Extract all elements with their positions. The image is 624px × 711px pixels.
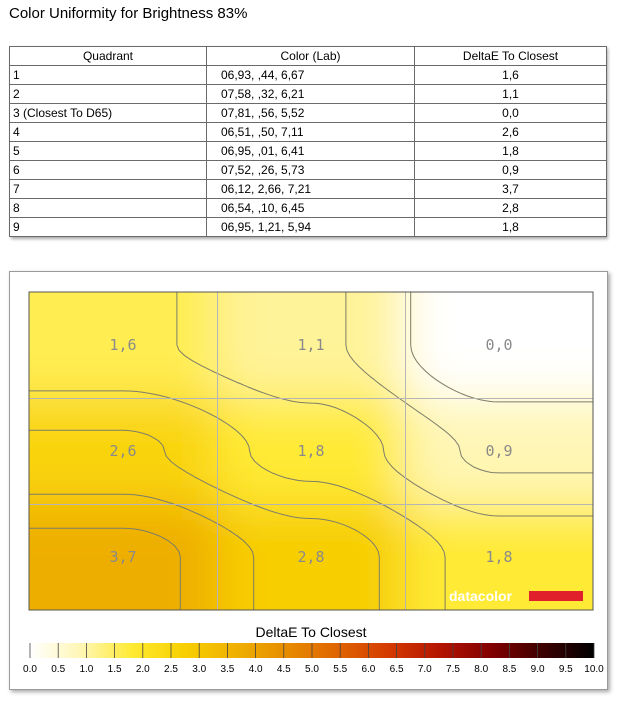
lab-cell: 06,95, ,01, 6,41 bbox=[207, 142, 415, 161]
colorbar-tick-label: 3.5 bbox=[220, 664, 235, 675]
colorbar bbox=[23, 643, 604, 675]
cell-value-label: 0,9 bbox=[485, 442, 513, 460]
quadrant-cell: 4 bbox=[10, 123, 207, 142]
deltae-cell: 1,8 bbox=[415, 142, 607, 161]
colorbar-tick-label: 7.5 bbox=[446, 664, 460, 675]
cell-value-label: 3,7 bbox=[109, 548, 137, 566]
lab-cell: 06,51, ,50, 7,11 bbox=[207, 123, 415, 142]
uniformity-chart-svg bbox=[10, 272, 607, 689]
colorbar-tick-label: 8.0 bbox=[474, 664, 489, 675]
column-header-deltae: DeltaE To Closest bbox=[415, 47, 607, 66]
colorbar-tick-label: 7.0 bbox=[417, 664, 432, 675]
brand-bar bbox=[529, 591, 583, 601]
column-header-color-lab: Color (Lab) bbox=[207, 47, 415, 66]
colorbar-tick-label: 4.0 bbox=[248, 664, 263, 675]
table-row bbox=[10, 66, 607, 85]
uniformity-chart bbox=[9, 271, 608, 690]
colorbar-tick-label: 2.5 bbox=[164, 664, 178, 675]
cell-value-label: 1,1 bbox=[297, 336, 325, 354]
colorbar-tick-label: 0.5 bbox=[51, 664, 66, 675]
quadrant-cell: 8 bbox=[10, 199, 207, 218]
lab-cell: 06,12, 2,66, 7,21 bbox=[207, 180, 415, 199]
color-uniformity-table bbox=[9, 46, 606, 237]
quadrant-cell: 6 bbox=[10, 161, 207, 180]
cell-value-label: 1,8 bbox=[297, 442, 325, 460]
quadrant-cell: 7 bbox=[10, 180, 207, 199]
colorbar-tick-label: 10.0 bbox=[584, 664, 604, 675]
lab-cell: 06,54, ,10, 6,45 bbox=[207, 199, 415, 218]
deltae-cell: 0,0 bbox=[415, 104, 607, 123]
heat-blur-group bbox=[10, 272, 607, 671]
cell-value-label: 0,0 bbox=[485, 336, 513, 354]
colorbar-tick-label: 1.0 bbox=[79, 664, 94, 675]
colorbar-tick-label: 4.5 bbox=[276, 664, 291, 675]
colorbar-tick-label: 1.5 bbox=[107, 664, 122, 675]
page-title: Color Uniformity for Brightness 83% bbox=[9, 5, 248, 22]
colorbar-tick-label: 6.0 bbox=[361, 664, 376, 675]
deltae-cell: 1,6 bbox=[415, 66, 607, 85]
lab-cell: 06,93, ,44, 6,67 bbox=[207, 66, 415, 85]
colorbar-tick-label: 8.5 bbox=[502, 664, 517, 675]
cell-value-label: 1,6 bbox=[109, 336, 137, 354]
lab-cell: 07,81, ,56, 5,52 bbox=[207, 104, 415, 123]
deltae-cell: 0,9 bbox=[415, 161, 607, 180]
deltae-cell: 2,6 bbox=[415, 123, 607, 142]
colorbar-tick-label: 0.0 bbox=[23, 664, 37, 675]
colorbar-tick-label: 6.5 bbox=[389, 664, 404, 675]
table-row bbox=[10, 161, 607, 180]
quadrant-cell: 3 (Closest To D65) bbox=[10, 104, 207, 123]
column-header-quadrant: Quadrant bbox=[10, 47, 207, 66]
cell-value-label: 1,8 bbox=[485, 548, 513, 566]
quadrant-cell: 5 bbox=[10, 142, 207, 161]
quadrant-cell: 2 bbox=[10, 85, 207, 104]
colorbar-tick-label: 5.0 bbox=[305, 664, 319, 675]
deltae-cell: 3,7 bbox=[415, 180, 607, 199]
colorbar-tick-label: 5.5 bbox=[333, 664, 348, 675]
deltae-cell: 1,8 bbox=[415, 218, 607, 237]
table-row bbox=[10, 218, 607, 237]
deltae-cell: 2,8 bbox=[415, 199, 607, 218]
cell-value-label: 2,6 bbox=[109, 442, 137, 460]
table-row bbox=[10, 180, 607, 199]
colorbar-title: DeltaE To Closest bbox=[255, 624, 367, 640]
table-row bbox=[10, 104, 607, 123]
table-row bbox=[10, 123, 607, 142]
colorbar-tick-label: 9.0 bbox=[530, 664, 545, 675]
brand-text: datacolor bbox=[449, 588, 513, 604]
lab-cell: 06,95, 1,21, 5,94 bbox=[207, 218, 415, 237]
colorbar-tick-label: 2.0 bbox=[135, 664, 150, 675]
cell-value-label: 2,8 bbox=[297, 548, 325, 566]
table-row bbox=[10, 85, 607, 104]
quadrant-cell: 9 bbox=[10, 218, 207, 237]
lab-cell: 07,58, ,32, 6,21 bbox=[207, 85, 415, 104]
deltae-cell: 1,1 bbox=[415, 85, 607, 104]
lab-cell: 07,52, ,26, 5,73 bbox=[207, 161, 415, 180]
table-row bbox=[10, 199, 607, 218]
table-row bbox=[10, 142, 607, 161]
colorbar-tick-label: 3.0 bbox=[192, 664, 207, 675]
quadrant-cell: 1 bbox=[10, 66, 207, 85]
table-header-row bbox=[10, 47, 607, 66]
heatmap-surface bbox=[10, 272, 607, 671]
colorbar-tick-label: 9.5 bbox=[558, 664, 573, 675]
